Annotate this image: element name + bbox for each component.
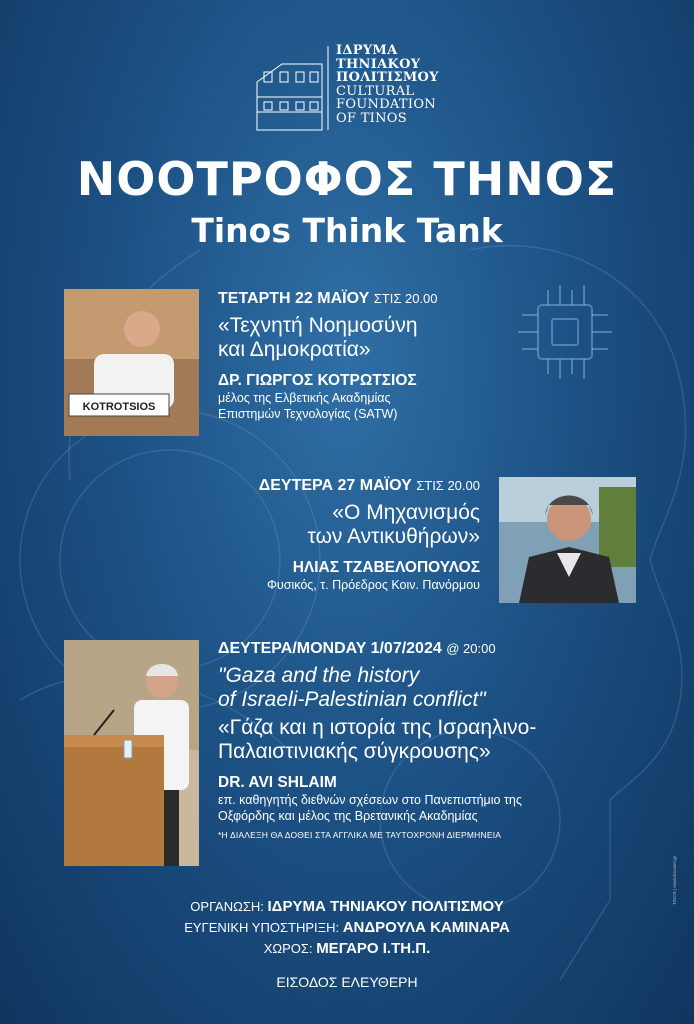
event-2 <box>200 477 480 593</box>
event-1-talk-line-1: «Τεχνητή Νοημοσύνη <box>218 314 418 337</box>
event-1-time: ΣΤΙΣ 20.00 <box>373 291 438 306</box>
logo-gr-line-1: ΙΔΡΥΜΑ <box>336 43 398 58</box>
footer-venue <box>0 940 694 957</box>
event-3-talk-gr-line-2: Παλαιστινιακής σύγκρουσης» <box>218 740 491 763</box>
name-plate-label: KOTROTSIOS <box>82 401 156 413</box>
page-title-english: Tinos Think Tank <box>191 211 503 250</box>
organizer-label: ΟΡΓΑΝΩΣΗ: <box>190 899 264 914</box>
event-3-role-line-1: επ. καθηγητής διεθνών σχέσεων στο Πανεπιστήμιο της <box>218 793 522 807</box>
event-3-date: ΔΕΥΤΕΡΑ/MONDAY 1/07/2024 <box>218 640 442 657</box>
logo-gr-line-3: ΠΟΛΙΤΙΣΜΟΥ <box>336 70 439 85</box>
event-2-talk-line-2: των Αντικυθήρων» <box>307 525 480 548</box>
event-2-time: ΣΤΙΣ 20.00 <box>416 478 480 493</box>
event-1 <box>218 290 498 422</box>
footer-organizer <box>0 898 694 915</box>
logo-en-line-2: FOUNDATION <box>336 97 436 112</box>
event-2-date: ΔΕΥΤΕΡΑ 27 ΜΑΪΟΥ <box>258 477 412 494</box>
free-entry: ΕΙΣΟΔΟΣ ΕΛΕΥΘΕΡΗ <box>276 974 418 990</box>
event-3-talk-gr-line-1: «Γάζα και η ιστορία της Ισραηλινο- <box>218 716 537 739</box>
logo-en-line-1: CULTURAL <box>336 83 415 99</box>
venue-value: ΜΕΓΑΡΟ Ι.ΤΗ.Π. <box>316 940 431 957</box>
event-1-date: ΤΕΤΑΡΤΗ 22 ΜΑΪΟΥ <box>218 290 370 307</box>
event-3-talk-english <box>218 664 658 712</box>
event-3-role-line-2: Οξφόρδης και μέλος της Βρετανικής Ακαδημίας <box>218 809 478 823</box>
event-1-role-line-1: μέλος της Ελβετικής Ακαδημίας <box>218 391 391 405</box>
event-1-talk-line-2: και Δημοκρατία» <box>218 338 371 361</box>
event-2-role: Φυσικός, τ. Πρόεδρος Κοιν. Πανόρμου <box>266 578 480 592</box>
event-2-speaker: ΗΛΙΑΣ ΤΖΑΒΕΛΟΠΟΥΛΟΣ <box>292 559 480 576</box>
foundation-logo-text <box>336 44 439 125</box>
logo-en-line-3: OF TINOS <box>336 110 407 126</box>
speaker-photo-kotrotsios <box>64 289 199 436</box>
speaker-photo-shlaim <box>64 640 199 866</box>
event-1-talk <box>218 314 498 362</box>
event-3-speaker: DR. AVI SHLAIM <box>218 774 337 791</box>
venue-label: ΧΩΡΟΣ: <box>263 941 313 956</box>
footer-sponsor <box>0 919 694 936</box>
event-1-role-line-2: Επιστημών Τεχνολογίας (SATW) <box>218 407 398 421</box>
event-1-speaker: ΔΡ. ΓΙΩΡΓΟΣ ΚΟΤΡΩΤΣΙΟΣ <box>218 372 417 389</box>
page-title-greek: ΝΟΟΤΡΟΦΟΣ ΤΗΝΟΣ <box>76 152 618 206</box>
event-3-talk-en-line-2: of Israeli-Palestinian conflict" <box>218 688 486 711</box>
event-3 <box>218 640 658 840</box>
event-3-translation-note: *Η ΔΙΑΛΕΞΗ ΘΑ ΔΟΘΕΙ ΣΤΑ ΑΓΓΛΙΚΑ ΜΕ ΤΑΥΤΟΧΡΟΝΗ ΔΙΕΡΜΗΝΕΙΑ <box>218 830 502 840</box>
speaker-photo-tzavelopoulos <box>499 477 636 603</box>
event-2-talk <box>200 501 480 549</box>
event-3-time: @ 20:00 <box>446 641 496 656</box>
chip-icon <box>518 285 612 379</box>
event-3-talk-greek <box>218 716 658 764</box>
sponsor-value: ΑΝΔΡΟΥΛΑ ΚΑΜΙΝΑΡΑ <box>342 919 510 936</box>
event-2-talk-line-1: «Ο Μηχανισμός <box>332 501 480 524</box>
logo-gr-line-2: ΤΗΝΙΑΚΟΥ <box>336 56 421 72</box>
printer-credit: TINOS | www.tinosnet.gr <box>672 855 677 905</box>
sponsor-label: ΕΥΓΕΝΙΚΗ ΥΠΟΣΤΗΡΙΞΗ: <box>184 920 340 935</box>
organizer-value: ΙΔΡΥΜΑ ΤΗΝΙΑΚΟΥ ΠΟΛΙΤΙΣΜΟΥ <box>267 898 504 915</box>
event-3-talk-en-line-1: "Gaza and the history <box>218 664 420 687</box>
